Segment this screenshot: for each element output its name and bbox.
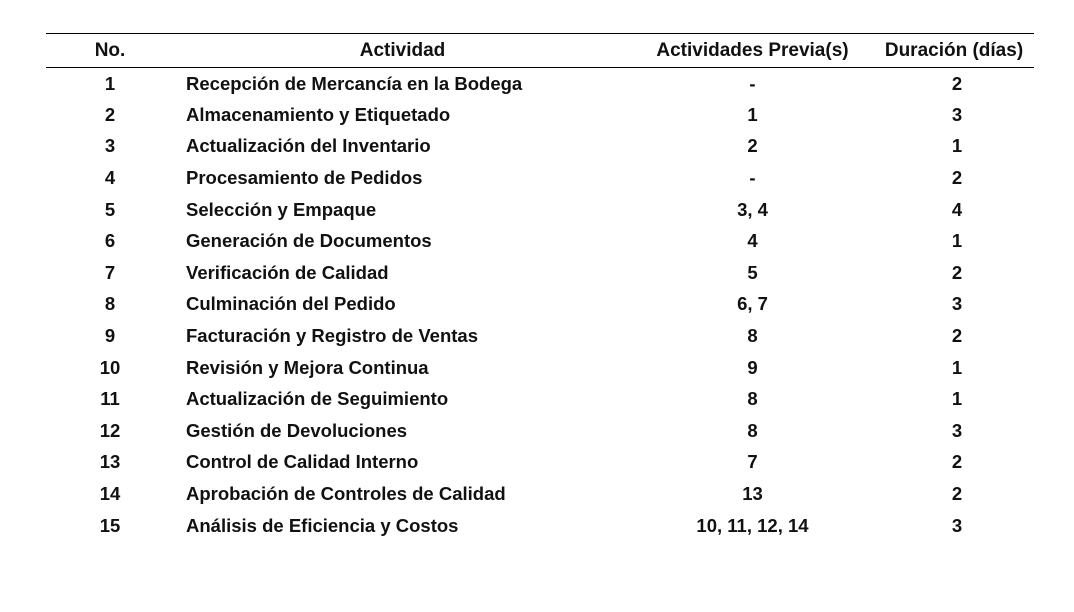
cell-previous-activities: 7	[747, 451, 758, 473]
cell-duration: 3	[951, 103, 963, 125]
cell-duration: 3	[951, 514, 963, 536]
table-row	[46, 478, 1034, 510]
cell-activity: Procesamiento de Pedidos	[186, 167, 423, 189]
cell-previous-activities: 13	[742, 483, 763, 505]
table-row	[46, 99, 1034, 131]
header-row	[46, 34, 1034, 68]
cell-activity: Control de Calidad Interno	[186, 451, 419, 473]
cell-no: 7	[104, 261, 116, 283]
cell-activity: Actualización del Inventario	[186, 135, 431, 157]
cell-no: 10	[99, 356, 121, 378]
cell-no: 2	[104, 103, 116, 125]
table-row	[46, 352, 1034, 384]
cell-duration: 3	[951, 293, 963, 315]
cell-previous-activities: 4	[747, 230, 758, 252]
table-row	[46, 320, 1034, 352]
cell-duration: 2	[951, 72, 963, 94]
table-body	[46, 68, 1034, 542]
cell-activity: Generación de Documentos	[186, 230, 432, 252]
cell-previous-activities: 9	[747, 356, 758, 378]
cell-no: 8	[104, 293, 116, 315]
table-row	[46, 68, 1034, 100]
cell-previous-activities: 6, 7	[737, 293, 768, 315]
cell-no: 6	[104, 230, 116, 252]
cell-previous-activities: 3, 4	[737, 198, 768, 220]
cell-no: 14	[99, 483, 121, 505]
cell-activity: Gestión de Devoluciones	[186, 419, 408, 441]
table-header	[46, 34, 1034, 68]
table-row	[46, 415, 1034, 447]
activities-table	[46, 33, 1034, 541]
cell-activity: Revisión y Mejora Continua	[186, 356, 429, 378]
cell-duration: 3	[951, 419, 963, 441]
cell-activity: Actualización de Seguimiento	[186, 388, 449, 410]
cell-previous-activities: 2	[747, 135, 758, 157]
header-no: No.	[46, 34, 174, 68]
table-row	[46, 257, 1034, 289]
cell-duration: 1	[951, 230, 963, 252]
cell-no: 3	[104, 135, 116, 157]
cell-activity: Culminación del Pedido	[186, 293, 396, 315]
cell-no: 4	[104, 167, 116, 189]
cell-activity: Recepción de Mercancía en la Bodega	[186, 72, 523, 94]
cell-previous-activities: 8	[747, 388, 758, 410]
cell-no: 9	[104, 325, 116, 347]
cell-previous-activities: 8	[747, 325, 758, 347]
table-row	[46, 162, 1034, 194]
cell-duration: 2	[951, 451, 963, 473]
table-row	[46, 131, 1034, 163]
cell-activity: Análisis de Eficiencia y Costos	[186, 514, 459, 536]
cell-previous-activities: 1	[747, 103, 758, 125]
cell-no: 15	[99, 514, 121, 536]
header-activity: Actividad	[174, 34, 631, 68]
cell-activity: Selección y Empaque	[186, 198, 377, 220]
table-row	[46, 383, 1034, 415]
cell-activity: Aprobación de Controles de Calidad	[186, 483, 506, 505]
cell-no: 13	[99, 451, 121, 473]
cell-previous-activities: -	[749, 72, 756, 94]
table-row	[46, 447, 1034, 479]
cell-duration: 2	[951, 483, 963, 505]
table-row	[46, 225, 1034, 257]
cell-previous-activities: 8	[747, 419, 758, 441]
cell-activity: Facturación y Registro de Ventas	[186, 325, 478, 347]
header-duration: Duración (días)	[874, 34, 1034, 68]
table-row	[46, 510, 1034, 542]
cell-no: 12	[99, 419, 121, 441]
cell-duration: 4	[951, 198, 963, 220]
header-previous-activities: Actividades Previa(s)	[631, 34, 874, 68]
table-row	[46, 194, 1034, 226]
cell-no: 11	[100, 388, 120, 410]
cell-duration: 2	[951, 261, 963, 283]
cell-no: 5	[104, 198, 116, 220]
cell-activity: Almacenamiento y Etiquetado	[186, 103, 451, 125]
cell-previous-activities: -	[749, 167, 756, 189]
cell-duration: 1	[951, 135, 963, 157]
cell-duration: 2	[951, 167, 963, 189]
cell-previous-activities: 10, 11, 12, 14	[696, 514, 809, 536]
cell-no: 1	[104, 72, 116, 94]
cell-activity: Verificación de Calidad	[186, 261, 389, 283]
table-row	[46, 289, 1034, 321]
cell-previous-activities: 5	[747, 261, 758, 283]
cell-duration: 2	[951, 325, 963, 347]
cell-duration: 1	[951, 356, 963, 378]
cell-duration: 1	[951, 388, 963, 410]
